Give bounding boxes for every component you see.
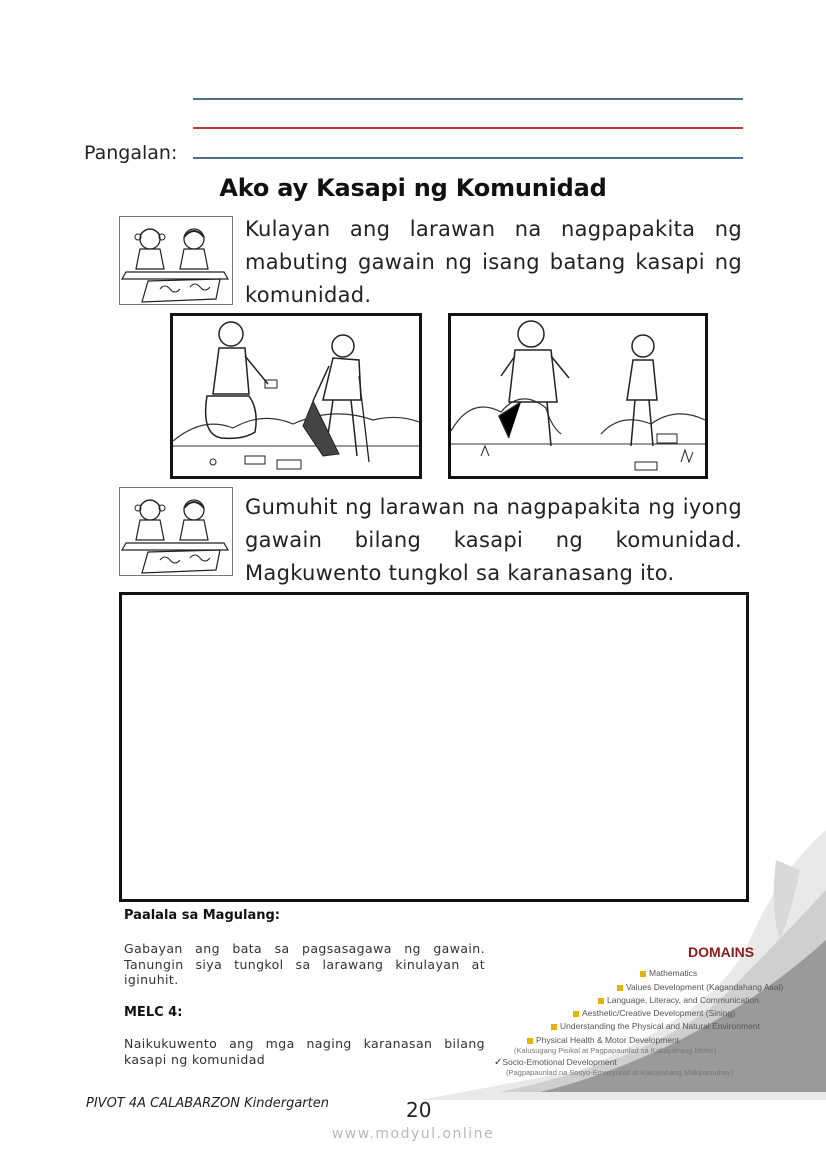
parent-note-text: Gabayan ang bata sa pagsasagawa ng gawain. Tanungin siya tungkol sa larawang kinulayan at iginuhit. [124, 941, 485, 987]
domain-item-sub: (Kalusugang Pisikal at Pagpapaunlad sa Kakayahang Motor) [514, 1046, 717, 1055]
checkmark-icon: ✓ [494, 1057, 503, 1068]
domain-item-checked: ✓Socio-Emotional Development [494, 1057, 617, 1068]
activity2-instruction: Gumuhit ng larawan na nagpapakita ng iyong gawain bilang kasapi ng komunidad. Magkuwento tungkol sa karanasang ito. [245, 495, 742, 585]
website-watermark: www.modyul.online [331, 1126, 495, 1142]
name-line-middle [193, 127, 743, 129]
drawing-children-icon [119, 487, 233, 576]
parent-note-heading: Paalala sa Magulang: [124, 908, 280, 923]
domain-item: Values Development (Kagandahang Asal) [617, 982, 783, 992]
melc-heading: MELC 4: [124, 1005, 183, 1020]
name-label: Pangalan: [84, 142, 178, 164]
melc-text: Naikukuwento ang mga naging karanasan bilang kasapi ng komunidad [124, 1036, 485, 1067]
domain-item: Mathematics [640, 968, 697, 978]
good-deed-picture [170, 313, 422, 479]
domain-item: Language, Literacy, and Communication [598, 995, 759, 1005]
domain-item: Understanding the Physical and Natural Environment [551, 1021, 760, 1031]
bad-deed-picture [448, 313, 708, 479]
page-number: 20 [406, 1098, 432, 1122]
domain-item-sub: (Pagpapaunlad na Sosyo-Emosyunal at Kakayahang Makipamuhay) [506, 1068, 734, 1077]
domain-item: Aesthetic/Creative Development (Sining) [573, 1008, 735, 1018]
activity1-instruction: Kulayan ang larawan na nagpapakita ng mabuting gawain ng isang batang kasapi ng komunidad. [245, 217, 742, 307]
coloring-children-icon [119, 216, 233, 305]
page-title: Ako ay Kasapi ng Komunidad [219, 174, 607, 202]
name-line-top [193, 98, 743, 100]
name-line-bottom [193, 157, 743, 159]
footer-label: PIVOT 4A CALABARZON Kindergarten [86, 1096, 329, 1111]
domain-item: Physical Health & Motor Development [527, 1035, 679, 1045]
domains-title: DOMAINS [688, 944, 755, 960]
